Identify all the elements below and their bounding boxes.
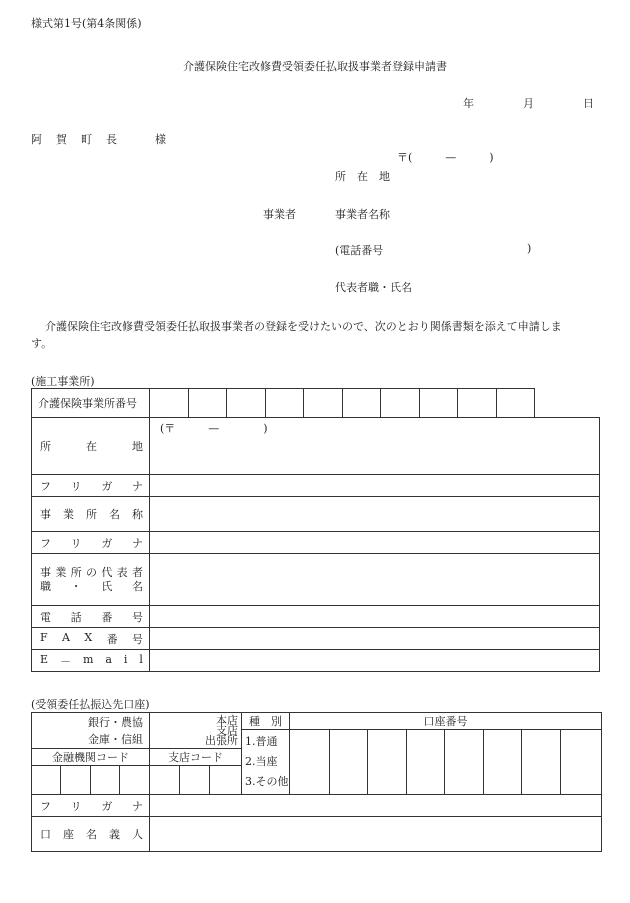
furigana-row-2: [32, 532, 600, 554]
phone-field[interactable]: [150, 606, 600, 628]
insurance-digit-5[interactable]: [304, 389, 343, 418]
bank-furigana-field[interactable]: [150, 795, 602, 817]
office-location-row: [32, 418, 600, 475]
account-digit-8[interactable]: [561, 730, 602, 795]
institution-code-digit-3[interactable]: [91, 766, 120, 795]
email-row: [32, 650, 600, 672]
insurance-digit-3[interactable]: [227, 389, 266, 418]
account-type-current[interactable]: 2.当座: [245, 755, 278, 768]
applicant-phone: (電話番号: [335, 244, 384, 257]
office-name-field[interactable]: [150, 497, 600, 532]
addressee: 阿 賀 町 長 様: [31, 133, 166, 146]
institution-code-digit-1[interactable]: [32, 766, 61, 795]
furigana-field-1[interactable]: [150, 475, 600, 497]
bank-furigana-row: [32, 795, 602, 817]
account-holder-label: 口 座 名 義 人: [32, 817, 150, 852]
applicant-business-label: 事業者: [263, 208, 296, 221]
phone-label: 電 話 番 号: [32, 606, 150, 628]
account-type-header: 種 別: [242, 713, 290, 730]
body-text-line2: す。: [31, 337, 53, 350]
account-digit-6[interactable]: [484, 730, 522, 795]
account-digit-4[interactable]: [407, 730, 445, 795]
office-name-row: [32, 497, 600, 532]
insurance-digit-8[interactable]: [420, 389, 458, 418]
date-year: 年: [463, 97, 474, 110]
form-number: 様式第1号(第4条関係): [31, 17, 142, 30]
furigana-label-2: フ リ ガ ナ: [32, 532, 150, 554]
page-title: 介護保険住宅改修費受領委任払取扱事業者登録申請書: [183, 60, 447, 73]
branch-code-digit-3[interactable]: [210, 766, 242, 795]
account-digit-7[interactable]: [522, 730, 561, 795]
office-representative-row: [32, 554, 600, 606]
office-location-label: 所 在 地: [32, 418, 150, 475]
account-holder-row: [32, 817, 602, 852]
office-name-label: 事 業 所 名 称: [32, 497, 150, 532]
insurance-digit-7[interactable]: [381, 389, 420, 418]
branch-type-3: 出張所: [205, 733, 239, 747]
email-label: E － m a i l: [32, 650, 150, 672]
branch-code-digit-2[interactable]: [180, 766, 210, 795]
branch-code-digit-1[interactable]: [150, 766, 180, 795]
branch-type-2: 支店: [216, 723, 239, 737]
account-number-header: 口座番号: [290, 713, 602, 730]
insurance-digit-6[interactable]: [343, 389, 381, 418]
insurance-number-row: [32, 389, 600, 418]
fax-row: [32, 628, 600, 650]
bank-furigana-label: フ リ ガ ナ: [32, 795, 150, 817]
applicant-phone-close: ): [527, 242, 532, 255]
insurance-blank: [535, 389, 600, 418]
insurance-digit-9[interactable]: [458, 389, 497, 418]
body-text-line1: 介護保険住宅改修費受領委任払取扱事業者の登録を受けたいので、次のとおり関係書類を添えて申請しま: [45, 320, 562, 333]
section2-heading: (受領委任払振込先口座): [31, 698, 150, 711]
date-day: 日: [583, 97, 594, 110]
furigana-label-1: フ リ ガ ナ: [32, 475, 150, 497]
account-digit-3[interactable]: [368, 730, 407, 795]
insurance-digit-4[interactable]: [266, 389, 304, 418]
fax-field[interactable]: [150, 628, 600, 650]
insurance-digit-1[interactable]: [150, 389, 189, 418]
institution-code-header: 金融機関コード: [32, 749, 150, 766]
office-postal: (〒 — ): [160, 422, 268, 435]
institution-code-digit-2[interactable]: [61, 766, 91, 795]
bank-table: [31, 712, 602, 852]
insurance-digit-2[interactable]: [189, 389, 227, 418]
account-type-options[interactable]: [242, 730, 290, 795]
applicant-representative: 代表者職・氏名: [335, 281, 412, 294]
account-digit-1[interactable]: [290, 730, 330, 795]
office-location-field[interactable]: [150, 418, 600, 475]
applicant-business-name: 事業者名称: [335, 208, 390, 221]
date-month: 月: [523, 97, 534, 110]
office-representative-label: 事 業 所 の 代 表 者 職 ・ 氏 名: [32, 554, 150, 606]
bank-type-1: 銀行・農協: [88, 715, 143, 729]
account-type-other[interactable]: 3.その他: [245, 775, 289, 788]
branch-type-1: 本店: [216, 713, 239, 727]
office-representative-field[interactable]: [150, 554, 600, 606]
account-holder-field[interactable]: [150, 817, 602, 852]
account-type-ordinary[interactable]: 1.普通: [245, 735, 278, 748]
branch-code-header: 支店コード: [150, 749, 242, 766]
phone-row: [32, 606, 600, 628]
account-digit-2[interactable]: [330, 730, 368, 795]
furigana-field-2[interactable]: [150, 532, 600, 554]
bank-type-2: 金庫・信組: [88, 732, 143, 746]
institution-code-digit-4[interactable]: [120, 766, 150, 795]
email-field[interactable]: [150, 650, 600, 672]
insurance-digit-10[interactable]: [497, 389, 535, 418]
insurance-number-label: 介護保険事業所番号: [32, 389, 150, 418]
section1-heading: (施工事業所): [31, 375, 95, 388]
fax-label: F A X 番 号: [32, 628, 150, 650]
applicant-postal[interactable]: 〒( — ): [397, 151, 494, 164]
branch-type-field[interactable]: [150, 713, 242, 749]
furigana-row-1: [32, 475, 600, 497]
bank-header-row: [32, 713, 602, 730]
bank-type-field[interactable]: [32, 713, 150, 749]
applicant-location: 所 在 地: [335, 170, 390, 183]
office-table: [31, 388, 600, 672]
account-digit-5[interactable]: [445, 730, 484, 795]
